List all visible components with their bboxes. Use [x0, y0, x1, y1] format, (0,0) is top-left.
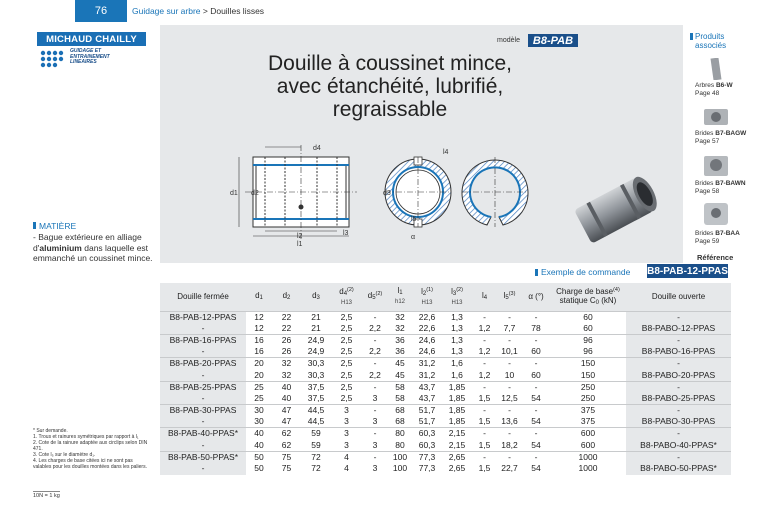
table-cell: 1,5 [478, 392, 491, 403]
table-cell: 2,2 [369, 346, 381, 357]
table-cell: 59 [301, 428, 331, 440]
table-cell: 150 [550, 358, 626, 370]
table-cell: 1,2 [478, 322, 491, 333]
table-cell: 30,3 [307, 369, 325, 380]
open-ref-cell: B8-PABO-12-PPAS [626, 323, 731, 335]
table-row [160, 393, 731, 405]
open-ref-cell: - [626, 358, 731, 370]
col-d2: $d_2$ [272, 283, 301, 311]
table-cell: 24,9 [301, 334, 331, 346]
table-row [160, 311, 731, 323]
table-cell: 1,6 [451, 369, 463, 380]
table-cell: 12,5 [501, 392, 518, 403]
table-cell: 22 [281, 322, 292, 333]
table-cell: 45 [388, 358, 412, 370]
bride-bawn-image [700, 152, 732, 178]
table-cell: 1,3 [442, 311, 472, 323]
table-cell: 47 [281, 416, 292, 427]
table-cell: 60 [531, 369, 541, 380]
table-cell: 600 [550, 428, 626, 440]
table-cell: 44,5 [301, 405, 331, 417]
matiere-text: - Bague extérieure en alliage d'aluminium dans laquelle est emmanché un coussinet mince. [33, 232, 153, 263]
table-cell: 250 [550, 381, 626, 393]
table-cell: 40 [281, 392, 292, 403]
model-prefix: modèle [497, 37, 520, 44]
footnotes: * Sur demande. 1. Trous et rainures symétriques par rapport à l₁ 2. Cote de la rainure adaptée aux circlips selon DIN 471. 3. Cote l₅ sur le diamètre d₁. 4. Les charges de base citées ici ne sont pas valables pour les douilles montées dans les paliers. [33, 428, 148, 470]
col-l2: $l_2^{(1)}$ H13 [412, 283, 442, 311]
table-row [160, 346, 731, 358]
col-d4: $d_4^{(2)}$ H13 [331, 283, 362, 311]
col-d5: $d_5^{(2)}$ [362, 283, 388, 311]
table-cell: 2,5 [340, 322, 353, 333]
table-cell: 80 [388, 428, 412, 440]
table-cell: 7,7 [503, 322, 516, 333]
closed-ref-cell: - [160, 323, 246, 335]
table-cell: 3 [344, 416, 349, 427]
table-cell: 3 [372, 439, 378, 450]
table-cell: 50 [246, 451, 272, 463]
table-cell: 54 [531, 463, 541, 474]
label-l3: l3 [343, 230, 349, 237]
technical-drawing [225, 135, 530, 255]
page-number: 76 [75, 0, 127, 22]
table-cell: 4 [344, 463, 349, 474]
table-cell: 1,5 [478, 463, 491, 474]
table-cell: 3 [372, 416, 378, 427]
label-l1: l1 [297, 241, 303, 248]
bride-bagw-image [700, 105, 732, 127]
table-cell: 68 [388, 405, 412, 417]
table-cell: 3 [372, 463, 378, 474]
table-cell: 75 [272, 451, 301, 463]
table-cell: 80 [395, 439, 405, 450]
table-cell: 44,5 [307, 416, 325, 427]
table-cell: 58 [395, 392, 405, 403]
closed-ref-cell: B8-PAB-12-PPAS [160, 311, 246, 323]
open-ref-cell: B8-PABO-20-PPAS [626, 369, 731, 381]
open-ref-cell: - [626, 405, 731, 417]
table-cell: - [497, 451, 522, 463]
table-cell: 22,6 [418, 322, 436, 333]
shaft-image [700, 58, 732, 80]
table-cell: 2,5 [340, 392, 353, 403]
table-cell: 77,3 [418, 463, 436, 474]
table-cell: 150 [580, 369, 596, 380]
table-cell: 2,5 [340, 369, 353, 380]
table-cell: 21 [301, 311, 331, 323]
table-cell: 60,3 [412, 428, 442, 440]
table-cell: 600 [580, 439, 596, 450]
table-cell: 78 [531, 322, 541, 333]
table-cell: 2,5 [331, 381, 362, 393]
table-cell: 1,3 [451, 322, 463, 333]
table-cell: 1,85 [448, 416, 466, 427]
table-row [160, 381, 731, 393]
table-cell: - [362, 428, 388, 440]
label-d3: d3 [383, 190, 391, 197]
table-row [160, 451, 731, 463]
open-ref-cell: B8-PABO-16-PPAS [626, 346, 731, 358]
table-cell: 2,5 [331, 334, 362, 346]
open-ref-cell: - [626, 451, 731, 463]
col-d3: $d_3$ [301, 283, 331, 311]
table-cell: - [362, 311, 388, 323]
table-cell: 22,6 [412, 311, 442, 323]
table-cell: - [362, 334, 388, 346]
closed-ref-cell: B8-PAB-20-PPAS [160, 358, 246, 370]
table-cell: 3 [331, 405, 362, 417]
table-cell: - [522, 428, 550, 440]
table-cell: 75 [281, 463, 292, 474]
product-photo [565, 170, 670, 250]
table-cell: 24,6 [412, 334, 442, 346]
col-l5: $l_5^{(3)}$ [497, 283, 522, 311]
table-cell: 13,6 [501, 416, 518, 427]
page-title: Douille à coussinet mince, avec étanchéité, lubrifié, regraissable [268, 52, 512, 121]
label-d4: d4 [313, 145, 321, 152]
matiere-heading: MATIÈRE [33, 221, 76, 231]
table-cell: 375 [580, 416, 596, 427]
table-cell: - [362, 405, 388, 417]
table-cell: 32 [272, 358, 301, 370]
front-view-closed [385, 157, 451, 227]
table-cell: 60 [583, 322, 593, 333]
table-cell: 2,5 [331, 311, 362, 323]
table-cell: - [497, 428, 522, 440]
table-cell: - [522, 311, 550, 323]
label-l4: l4 [443, 149, 449, 156]
breadcrumb: Guidage sur arbre > Douilles lisses [132, 6, 265, 16]
sidebar-item-bawn[interactable]: Brides B7-BAWN Page 58 [695, 180, 746, 195]
table-cell: 40 [246, 428, 272, 440]
table-cell: 26 [272, 334, 301, 346]
table-cell: 24,9 [307, 346, 325, 357]
table-cell: - [522, 451, 550, 463]
table-cell: 45 [395, 369, 405, 380]
table-cell: - [472, 334, 497, 346]
label-alpha: α [411, 234, 416, 241]
col-l4: $l_4$ [472, 283, 497, 311]
closed-ref-cell: B8-PAB-50-PPAS* [160, 451, 246, 463]
closed-ref-cell: B8-PAB-16-PPAS [160, 334, 246, 346]
table-cell: 1,2 [478, 346, 491, 357]
table-cell: - [472, 428, 497, 440]
order-example-label: Exemple de commande [535, 267, 630, 277]
table-cell: 12 [246, 311, 272, 323]
table-cell: 37,5 [307, 392, 325, 403]
front-view-open [462, 157, 528, 227]
table-cell: - [472, 405, 497, 417]
table-cell: - [497, 334, 522, 346]
col-charge: Charge de base$^{(4)}$ statique $C_0$ (kN) [550, 283, 626, 311]
table-cell: 37,5 [301, 381, 331, 393]
table-cell: 24,6 [418, 346, 436, 357]
open-ref-cell: - [626, 428, 731, 440]
table-cell: 62 [281, 439, 292, 450]
table-row [160, 323, 731, 335]
table-cell: 2,5 [331, 358, 362, 370]
table-cell: 72 [311, 463, 321, 474]
bride-baa-image [700, 200, 732, 226]
open-ref-cell: B8-PABO-30-PPAS [626, 416, 731, 428]
sidebar-item-arbres[interactable]: Arbres B6-W Page 48 [695, 82, 733, 97]
open-ref-cell: - [626, 381, 731, 393]
table-cell: 60,3 [418, 439, 436, 450]
breadcrumb-page: Douilles lisses [210, 6, 265, 16]
table-cell: 375 [550, 405, 626, 417]
table-cell: 1000 [550, 451, 626, 463]
col-alpha: α (°) [522, 283, 550, 311]
table-cell: 62 [272, 428, 301, 440]
table-cell: 51,7 [418, 416, 436, 427]
label-l2: l2 [297, 233, 303, 240]
closed-ref-cell: - [160, 393, 246, 405]
table-row [160, 369, 731, 381]
table-cell: 31,2 [418, 369, 436, 380]
table-cell: 60 [531, 346, 541, 357]
table-cell: 72 [301, 451, 331, 463]
sidebar-heading: Produits associés [695, 32, 727, 50]
table-cell: 21 [311, 322, 321, 333]
open-ref-cell: B8-PABO-40-PPAS* [626, 440, 731, 452]
table-cell: 12 [254, 322, 264, 333]
table-cell: - [522, 381, 550, 393]
table-cell: - [472, 381, 497, 393]
table-cell: 32 [281, 369, 292, 380]
closed-ref-cell: - [160, 369, 246, 381]
table-cell: 43,7 [412, 381, 442, 393]
table-cell: 1,85 [442, 381, 472, 393]
order-example-code: B8-PAB-12-PPAS [647, 265, 728, 277]
col-l1: $l_1$ h12 [388, 283, 412, 311]
table-cell: 100 [388, 451, 412, 463]
table-cell: 1,5 [478, 416, 491, 427]
table-cell: - [522, 405, 550, 417]
table-cell: 54 [531, 392, 541, 403]
table-cell: 20 [246, 358, 272, 370]
col-l3: $l_3^{(2)}$ H13 [442, 283, 472, 311]
table-row [160, 440, 731, 452]
brand-logo: MICHAUD CHAILLY [37, 32, 146, 46]
table-cell: 250 [580, 392, 596, 403]
reference-heading: Référence [697, 253, 734, 262]
table-cell: 40 [254, 439, 264, 450]
table-cell: 31,2 [412, 358, 442, 370]
table-cell: 16 [254, 346, 264, 357]
table-cell: 59 [311, 439, 321, 450]
brand-tagline: GUIDAGE ET ENTRAINEMENT LINEAIRES [70, 48, 110, 65]
table-cell: 2,15 [448, 439, 466, 450]
open-ref-cell: - [626, 334, 731, 346]
spec-table [160, 283, 731, 475]
table-cell: 43,7 [418, 392, 436, 403]
table-cell: 32 [388, 311, 412, 323]
table-cell: - [497, 311, 522, 323]
table-cell: 1,85 [442, 405, 472, 417]
table-cell: - [472, 358, 497, 370]
table-cell: 47 [272, 405, 301, 417]
table-cell: 96 [550, 334, 626, 346]
table-cell: - [362, 358, 388, 370]
table-cell: 25 [254, 392, 264, 403]
table-cell: 77,3 [412, 451, 442, 463]
table-cell: 10 [504, 369, 515, 380]
closed-ref-cell: B8-PAB-30-PPAS [160, 405, 246, 417]
table-cell: 20 [254, 369, 264, 380]
open-ref-cell: B8-PABO-25-PPAS [626, 393, 731, 405]
table-cell: - [522, 358, 550, 370]
table-cell: 2,2 [369, 369, 381, 380]
table-cell: 36 [388, 334, 412, 346]
table-row [160, 334, 731, 346]
table-cell: - [362, 451, 388, 463]
closed-ref-cell: - [160, 346, 246, 358]
table-cell: 22 [272, 311, 301, 323]
table-cell: 96 [583, 346, 593, 357]
table-cell: 2,65 [448, 463, 466, 474]
model-code: B8-PAB [528, 34, 578, 47]
col-d1: $d_1$ [246, 283, 272, 311]
open-ref-cell: - [626, 311, 731, 323]
label-l5: l5 [411, 216, 417, 223]
table-cell: 30 [246, 405, 272, 417]
table-cell: 40 [272, 381, 301, 393]
table-row [160, 405, 731, 417]
label-d1: d1 [230, 190, 238, 197]
table-cell: 54 [531, 439, 541, 450]
table-cell: 2,15 [442, 428, 472, 440]
sidebar-item-bagw[interactable]: Brides B7-BAGW Page 57 [695, 130, 747, 145]
table-cell: 58 [388, 381, 412, 393]
col-douille-ouverte: Douille ouverte [626, 283, 731, 311]
table-cell: 3 [344, 439, 349, 450]
table-cell: - [362, 381, 388, 393]
closed-ref-cell: - [160, 440, 246, 452]
table-cell: 3 [372, 392, 378, 403]
table-cell: - [472, 451, 497, 463]
table-row [160, 358, 731, 370]
table-cell: 1,2 [478, 369, 491, 380]
table-cell: 22,7 [501, 463, 518, 474]
table-cell: 1000 [578, 463, 598, 474]
table-cell: 2,65 [442, 451, 472, 463]
open-ref-cell: B8-PABO-50-PPAS* [626, 463, 731, 475]
table-cell: 60 [550, 311, 626, 323]
table-cell: 18,2 [501, 439, 518, 450]
table-cell: 68 [395, 416, 405, 427]
table-cell: - [497, 405, 522, 417]
closed-ref-cell: - [160, 416, 246, 428]
table-cell: - [497, 381, 522, 393]
closed-ref-cell: B8-PAB-25-PPAS [160, 381, 246, 393]
unit-note: 10N = 1 kg [33, 493, 60, 499]
label-d2: d2 [251, 190, 259, 197]
table-cell: 54 [531, 416, 541, 427]
table-cell: 2,5 [340, 346, 353, 357]
closed-ref-cell: - [160, 463, 246, 475]
table-cell: 30 [254, 416, 264, 427]
table-cell: 10,1 [501, 346, 518, 357]
col-douille-fermee: Douille fermée [160, 283, 246, 311]
table-cell: 51,7 [412, 405, 442, 417]
table-cell: 25 [246, 381, 272, 393]
table-cell: 32 [395, 322, 405, 333]
table-cell: 1,3 [442, 334, 472, 346]
breadcrumb-section[interactable]: Guidage sur arbre [132, 6, 201, 16]
table-row [160, 428, 731, 440]
table-cell: 1,85 [448, 392, 466, 403]
table-cell: 26 [281, 346, 292, 357]
table-cell: 50 [254, 463, 264, 474]
table-cell: 16 [246, 334, 272, 346]
table-cell: 2,2 [369, 322, 381, 333]
table-row [160, 416, 731, 428]
table-cell: 36 [395, 346, 405, 357]
table-header-row [160, 283, 731, 311]
table-cell: - [472, 311, 497, 323]
table-cell: 30,3 [301, 358, 331, 370]
table-cell: 1,3 [451, 346, 463, 357]
table-cell: 3 [331, 428, 362, 440]
table-cell: - [522, 334, 550, 346]
table-cell: 1,5 [478, 439, 491, 450]
table-cell: 100 [392, 463, 408, 474]
table-row [160, 463, 731, 475]
table-cell: - [497, 358, 522, 370]
sidebar-item-baa[interactable]: Brides B7-BAA Page 59 [695, 230, 740, 245]
table-cell: 1,6 [442, 358, 472, 370]
closed-ref-cell: B8-PAB-40-PPAS* [160, 428, 246, 440]
table-cell: 4 [331, 451, 362, 463]
brand-dots-icon [40, 50, 66, 68]
